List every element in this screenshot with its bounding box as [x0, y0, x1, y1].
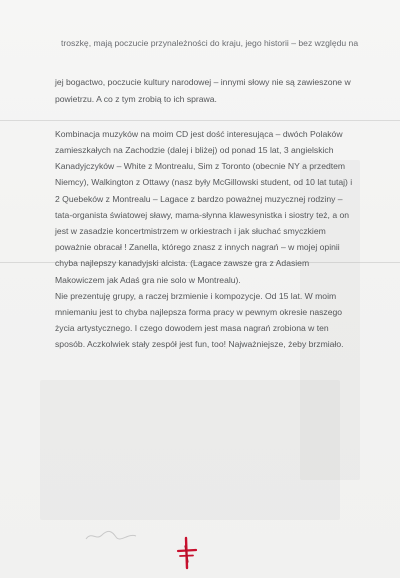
paragraph-line: zamieszkałych na Zachodzie (dalej i bliżej) od ponad 15 lat, 3 angielskich — [55, 145, 334, 155]
paper-fold-line — [0, 120, 400, 121]
paragraph-line: życia artystycznego. I czego dowodem jest masa nagrań zrobiona w ten — [55, 323, 329, 333]
paragraph-line: jej bogactwo, poczucie kultury narodowej – innymi słowy nie są zawieszone w — [55, 77, 351, 87]
bleed-through-shadow — [40, 380, 340, 520]
paragraph-line: 2 Quebeków z Montrealu – Lagace z bardzo poważnej muzycznej rodziny – — [55, 194, 343, 204]
paragraph-line: powietrzu. A co z tym zrobią to ich sprawa. — [55, 94, 217, 104]
paragraph-line: mniemaniu jest to chyba najlepsza forma pracy w pewnym okresie naszego — [55, 307, 343, 317]
top-text-line: troszkę, mają poczucie przynależności do kraju, jego historii – bez względu na — [61, 38, 359, 48]
paragraph-line: sposób. Aczkolwiek stały zespół jest fun, too! Najważniejsze, żeby brzmiało. — [55, 339, 344, 349]
paragraph-line: tata-organista światowej sławy, mama-słynna klawesynistka i siostry też, a on — [55, 210, 350, 220]
paragraph-line: Kombinacja muzyków na moim CD jest dość interesująca – dwóch Polaków — [55, 129, 343, 139]
paragraph-line: poważnie obracał ! Zanella, którego znasz z innych nagrań – w mojej opinii — [55, 242, 340, 252]
paragraph-line: Kanadyjczyków – White z Montrealu, Sim z Toronto (obecnie NY a przedtem — [55, 161, 346, 171]
paragraph-line: Niemcy), Walkington z Ottawy (nasz były McGillowski student, od 10 lat tutaj) i — [55, 177, 353, 187]
red-cross-stamp-icon — [176, 536, 198, 570]
pencil-scribble-icon — [84, 527, 139, 543]
paragraph-line: chyba najlepszy kanadyjski alcista. (Lagace zawsze gra z Adasiem — [55, 258, 310, 268]
paragraph-line: jest w zasadzie koncertmistrzem w orkiestrach i jak słuchać smyczkiem — [55, 226, 326, 236]
paragraph-line: Makowiczem jak Adaś gra nie solo w Montrealu). — [55, 275, 241, 285]
paragraph-line: Nie prezentuję grupy, a raczej brzmienie i kompozycje. Od 15 lat. W moim — [55, 291, 337, 301]
